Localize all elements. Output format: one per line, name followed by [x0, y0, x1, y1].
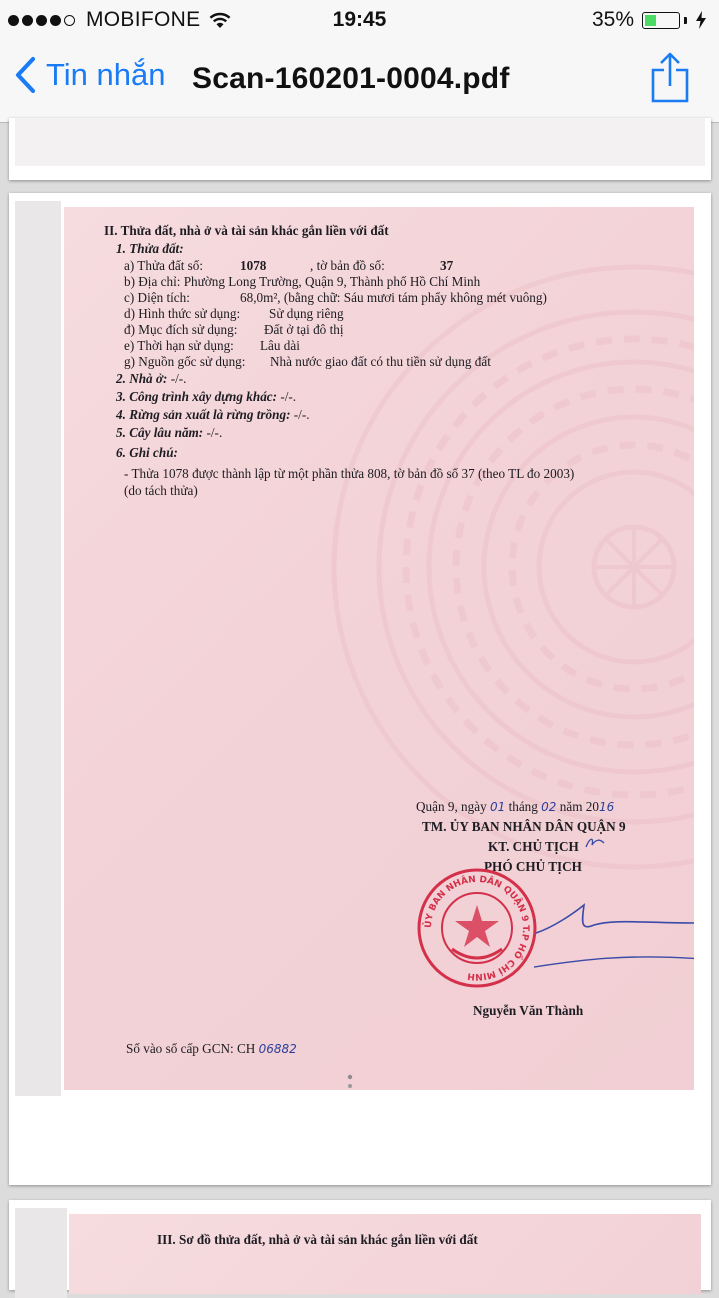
signer-name: Nguyễn Văn Thành — [473, 1003, 584, 1018]
usage-purpose-value: Đất ở tại đô thị — [264, 322, 344, 337]
forest-value: -/-. — [293, 407, 310, 422]
section-3-title: III. Sơ đồ thửa đất, nhà ở và tài sản khác gắn liền với đất — [157, 1232, 478, 1247]
date-month-label: tháng — [508, 799, 538, 814]
pdf-page-current[interactable] — [9, 193, 711, 1185]
date-day: 01 — [489, 800, 506, 814]
document-title: Scan-160201-0004.pdf — [192, 62, 510, 95]
usage-term-value: Lâu dài — [260, 338, 300, 353]
map-sheet-number: 37 — [440, 258, 454, 273]
construction-label: 3. Công trình xây dựng khác: — [116, 389, 278, 404]
certificate-page — [64, 207, 694, 1090]
usage-origin-value: Nhà nước giao đất có thu tiền sử dụng đất — [270, 354, 491, 369]
note-line-2: (do tách thửa) — [124, 483, 198, 498]
register-number: 06882 — [258, 1042, 297, 1056]
pdf-page-next[interactable] — [9, 1200, 711, 1290]
official-seal-icon — [416, 867, 538, 989]
seal-text: ỦY BAN NHÂN DÂN QUẬN 9 T.P HỒ CHÍ MINH — [423, 874, 531, 982]
map-sheet-label: , tờ bản đồ số: — [310, 258, 385, 273]
issue-date — [416, 799, 614, 815]
usage-term-label: e) Thời hạn sử dụng: — [124, 338, 234, 353]
scan-marks-icon — [344, 1073, 356, 1090]
battery-cap — [684, 17, 687, 24]
perennial-value: -/-. — [206, 425, 223, 440]
issuing-authority: TM. ỦY BAN NHÂN DÂN QUẬN 9 — [422, 819, 626, 834]
address-line: b) Địa chỉ: Phường Long Trường, Quận 9, Thành phố Hồ Chí Minh — [124, 274, 481, 289]
date-year-suffix: 16 — [598, 800, 615, 814]
battery-percent: 35% — [591, 8, 634, 31]
usage-form-value: Sử dụng riêng — [269, 306, 344, 321]
house-value: -/-. — [170, 371, 187, 386]
construction-value: -/-. — [280, 389, 297, 404]
scan-edge — [15, 201, 61, 1096]
clock-time: 19:45 — [332, 8, 387, 31]
pdf-page-previous[interactable] — [9, 118, 711, 180]
chevron-left-icon — [14, 56, 36, 94]
status-bar — [0, 0, 719, 40]
scan-edge — [15, 1208, 67, 1298]
navigation-bar — [0, 40, 719, 123]
battery-icon — [642, 12, 680, 29]
parcel-number: 1078 — [240, 258, 267, 273]
section-2-title: II. Thửa đất, nhà ở và tài sản khác gắn liền với đất — [104, 223, 389, 238]
usage-form-label: d) Hình thức sử dụng: — [124, 306, 241, 321]
forest-label: 4. Rừng sản xuất là rừng trồng: — [116, 407, 291, 422]
area-label: c) Diện tích: — [124, 290, 190, 305]
status-right — [592, 8, 707, 32]
initial-mark-icon — [584, 835, 606, 851]
date-month: 02 — [541, 800, 557, 814]
back-button-label: Tin nhắn — [46, 57, 166, 92]
back-button[interactable] — [14, 56, 166, 94]
house-label: 2. Nhà ở: — [116, 371, 168, 386]
note-line-1: - Thửa 1078 được thành lập từ một phần thửa 808, tờ bản đồ số 37 (theo TL đo 2003) — [124, 466, 575, 481]
date-prefix: Quận 9, ngày — [416, 799, 487, 814]
charging-bolt-icon — [695, 11, 707, 29]
register-label: Số vào sổ cấp GCN: CH — [126, 1041, 256, 1056]
perennial-label: 5. Cây lâu năm: — [116, 425, 204, 440]
signature-icon — [534, 903, 694, 969]
signer-role-1: KT. CHỦ TỊCH — [488, 839, 579, 854]
notes-heading: 6. Ghi chú: — [116, 445, 178, 460]
share-icon[interactable] — [649, 52, 691, 104]
usage-origin-label: g) Nguồn gốc sử dụng: — [124, 354, 246, 369]
battery-level-fill — [645, 15, 656, 26]
parcel-number-label: a) Thửa đất số: — [124, 258, 204, 273]
carrier-name: MOBIFONE — [86, 8, 201, 31]
land-heading: 1. Thửa đất: — [116, 241, 184, 256]
certificate-page-next — [69, 1214, 701, 1294]
signer-role-2: PHÓ CHỦ TỊCH — [484, 859, 582, 874]
page-content — [15, 118, 705, 166]
date-year-prefix: năm 20 — [559, 799, 599, 814]
area-value: 68,0m², (bằng chữ: Sáu mươi tám phẩy không mét vuông) — [240, 290, 547, 305]
usage-purpose-label: đ) Mục đích sử dụng: — [124, 322, 238, 337]
